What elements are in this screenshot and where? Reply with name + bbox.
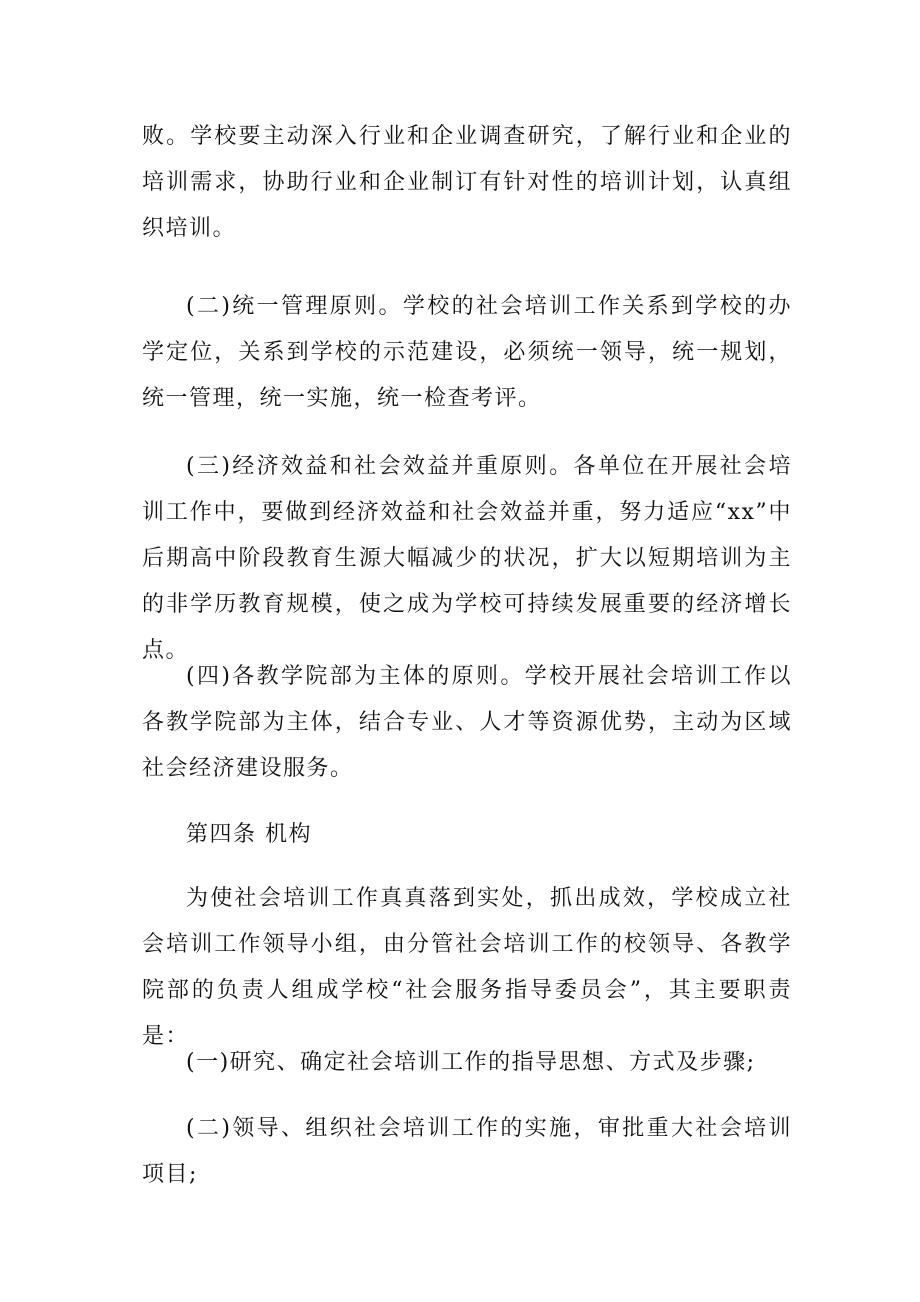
paragraph-duty-one: (一)研究、确定社会培训工作的指导思想、方式及步骤; — [186, 1050, 756, 1075]
paragraph-departments-as-main-body: (四)各教学院部为主体的原则。学校开展社会培训工作以各教学院部为主体，结合专业、人才等资源优势，主动为区域社会经济建设服务。 — [142, 664, 792, 781]
section-heading-organization: 第四条 机构 — [186, 822, 312, 847]
paragraph-economic-social-benefit: (三)经济效益和社会效益并重原则。各单位在开展社会培训工作中，要做到经济效益和社会效益并重，努力适应“xx”中后期高中阶段教育生源大幅减少的状况，扩大以短期培训为主的非学历教育规模，使之成为学校可持续发展重要的经济增长点。 — [142, 454, 792, 663]
paragraph-unified-management: (二)统一管理原则。学校的社会培训工作关系到学校的办学定位，关系到学校的示范建设，必须统一领导，统一规划，统一管理，统一实施，统一检查考评。 — [142, 294, 792, 411]
paragraph-training-demand: 败。学校要主动深入行业和企业调查研究，了解行业和企业的培训需求，协助行业和企业制订有针对性的培训计划，认真组织培训。 — [142, 124, 792, 241]
paragraph-duty-two: (二)领导、组织社会培训工作的实施，审批重大社会培训项目; — [142, 1116, 792, 1187]
paragraph-leadership-group: 为使社会培训工作真真落到实处，抓出成效，学校成立社会培训工作领导小组，由分管社会培训工作的校领导、各教学院部的负责人组成学校“社会服务指导委员会”，其主要职责是： — [142, 886, 792, 1049]
